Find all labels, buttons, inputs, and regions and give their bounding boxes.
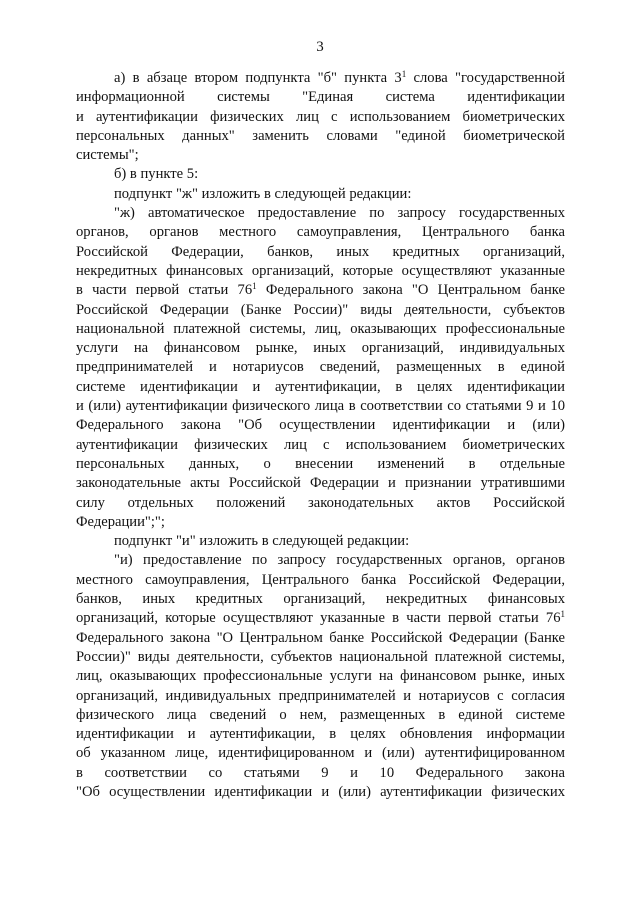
text-line-content: организаций, индивидуальных предпринимателей и нотариусов с согласия — [76, 687, 565, 704]
text-line-content: национальной платежной системы, лиц, оказывающих профессиональные — [76, 320, 565, 337]
text-line-content: "ж) автоматическое предоставление по запросу государственных — [114, 205, 565, 222]
text-line — [76, 609, 565, 628]
text-line — [76, 243, 565, 262]
text-line — [76, 474, 565, 493]
text-line — [76, 146, 565, 165]
text-line — [76, 339, 565, 358]
text-line — [76, 744, 565, 763]
superscript: 1 — [401, 69, 407, 79]
text-line-content: и (или) аутентификации физического лица в соответствии со статьями 9 и 10 — [76, 398, 565, 415]
text-line-content: идентификации и аутентификации, в целях обновления информации — [76, 726, 565, 743]
text-line-content: органов, органов местного самоуправления, Центрального банка — [76, 224, 565, 241]
text-line-content: местного самоуправления, Центрального банка Российской Федерации, — [76, 571, 565, 588]
text-line — [76, 494, 565, 513]
text-line-content: Федерального закона "О Центральном банке Российской Федерации (Банке — [76, 629, 565, 646]
text-line — [76, 571, 565, 590]
text-line-content: подпункт "и" изложить в следующей редакции: — [114, 533, 410, 550]
text-line-content: информационной системы "Единая система идентификации — [76, 89, 565, 106]
text-line — [76, 667, 565, 686]
superscript: 1 — [560, 609, 565, 620]
text-line-content: Российской Федерации, банков, иных кредитных организаций, — [76, 243, 565, 260]
text-line-content: физического лица сведений о нем, размещенных в единой системе — [76, 706, 565, 723]
text-line-content: в части первой статьи 76 — [76, 282, 253, 299]
text-line — [76, 725, 565, 744]
text-line — [76, 629, 565, 648]
text-line — [76, 551, 565, 570]
text-line-content: подпункт "ж" изложить в следующей редакции: — [114, 185, 412, 202]
text-line — [76, 69, 565, 88]
text-line — [76, 320, 565, 339]
page-number: 3 — [316, 39, 324, 55]
text-line — [76, 687, 565, 706]
text-line-content: об указанном лице, идентифицированном и (или) аутентифицированном — [76, 745, 565, 762]
document-body — [76, 69, 565, 802]
text-line-content: системе идентификации и аутентификации, в целях идентификации — [76, 378, 565, 395]
text-line — [76, 397, 565, 416]
text-line-content: законодательные акты Российской Федерации и признании утратившими — [76, 475, 565, 492]
text-line — [76, 108, 565, 127]
text-line-content: Федерации";"; — [76, 513, 165, 530]
text-line-content: "и) предоставление по запросу государственных органов, органов — [114, 552, 565, 569]
text-line — [76, 764, 565, 783]
text-line — [76, 301, 565, 320]
text-line-tail: Федерального закона "О Центральном банке — [256, 282, 565, 299]
text-line-content: персональных данных, о внесении изменений в отдельные — [76, 455, 565, 472]
text-line — [76, 204, 565, 223]
text-line — [76, 590, 565, 609]
text-line — [76, 185, 565, 204]
text-line — [76, 648, 565, 667]
text-line-content: предпринимателей и нотариусов сведений, размещенных в единой — [76, 359, 565, 376]
text-line — [76, 88, 565, 107]
text-line — [76, 532, 565, 551]
text-line-content: России)" виды деятельности, субъектов национальной платежной системы, — [76, 648, 565, 665]
text-line — [76, 223, 565, 242]
text-line-content: организаций, которые осуществляют указанные в части первой статьи 76 — [76, 610, 561, 627]
text-line — [76, 281, 565, 300]
text-line — [76, 262, 565, 281]
text-line-content: и аутентификации физических лиц с использованием биометрических — [76, 108, 565, 125]
text-line-content: "Об осуществлении идентификации и (или) аутентификации физических — [76, 783, 565, 800]
superscript: 1 — [252, 281, 257, 292]
text-line-tail: слова "государственной — [406, 70, 565, 86]
text-line-content: Федерального закона "Об осуществлении идентификации и (или) — [76, 417, 565, 434]
text-line — [76, 513, 565, 532]
text-line-content: аутентификации физических лиц с использованием биометрических — [76, 436, 565, 453]
text-line — [76, 127, 565, 146]
text-line-content: Российской Федерации (Банке России)" виды деятельности, субъектов — [76, 301, 565, 318]
text-line — [76, 706, 565, 725]
text-line-content: системы"; — [76, 147, 139, 164]
text-line-content: услуги на финансовом рынке, иных организаций, индивидуальных — [76, 340, 565, 357]
text-line — [76, 436, 565, 455]
text-line — [76, 358, 565, 377]
text-line — [76, 783, 565, 802]
text-line — [76, 455, 565, 474]
text-line-content: б) в пункте 5: — [114, 166, 199, 183]
text-line — [76, 378, 565, 397]
text-line-content: лиц, оказывающих профессиональные услуги на финансовом рынке, иных — [76, 668, 565, 685]
text-line-content: силу отдельных положений законодательных актов Российской — [76, 494, 565, 511]
text-line-content: некредитных финансовых организаций, которые осуществляют указанные — [76, 262, 565, 279]
text-line-content: персональных данных" заменить словами "единой биометрической — [76, 127, 565, 144]
text-line-content: в соответствии со статьями 9 и 10 Федерального закона — [76, 764, 565, 781]
text-line-content: банков, иных кредитных организаций, некредитных финансовых — [76, 591, 565, 608]
text-line-content: а) в абзаце втором подпункта "б" пункта 3 — [114, 70, 402, 86]
text-line — [76, 416, 565, 435]
text-line — [76, 165, 565, 184]
